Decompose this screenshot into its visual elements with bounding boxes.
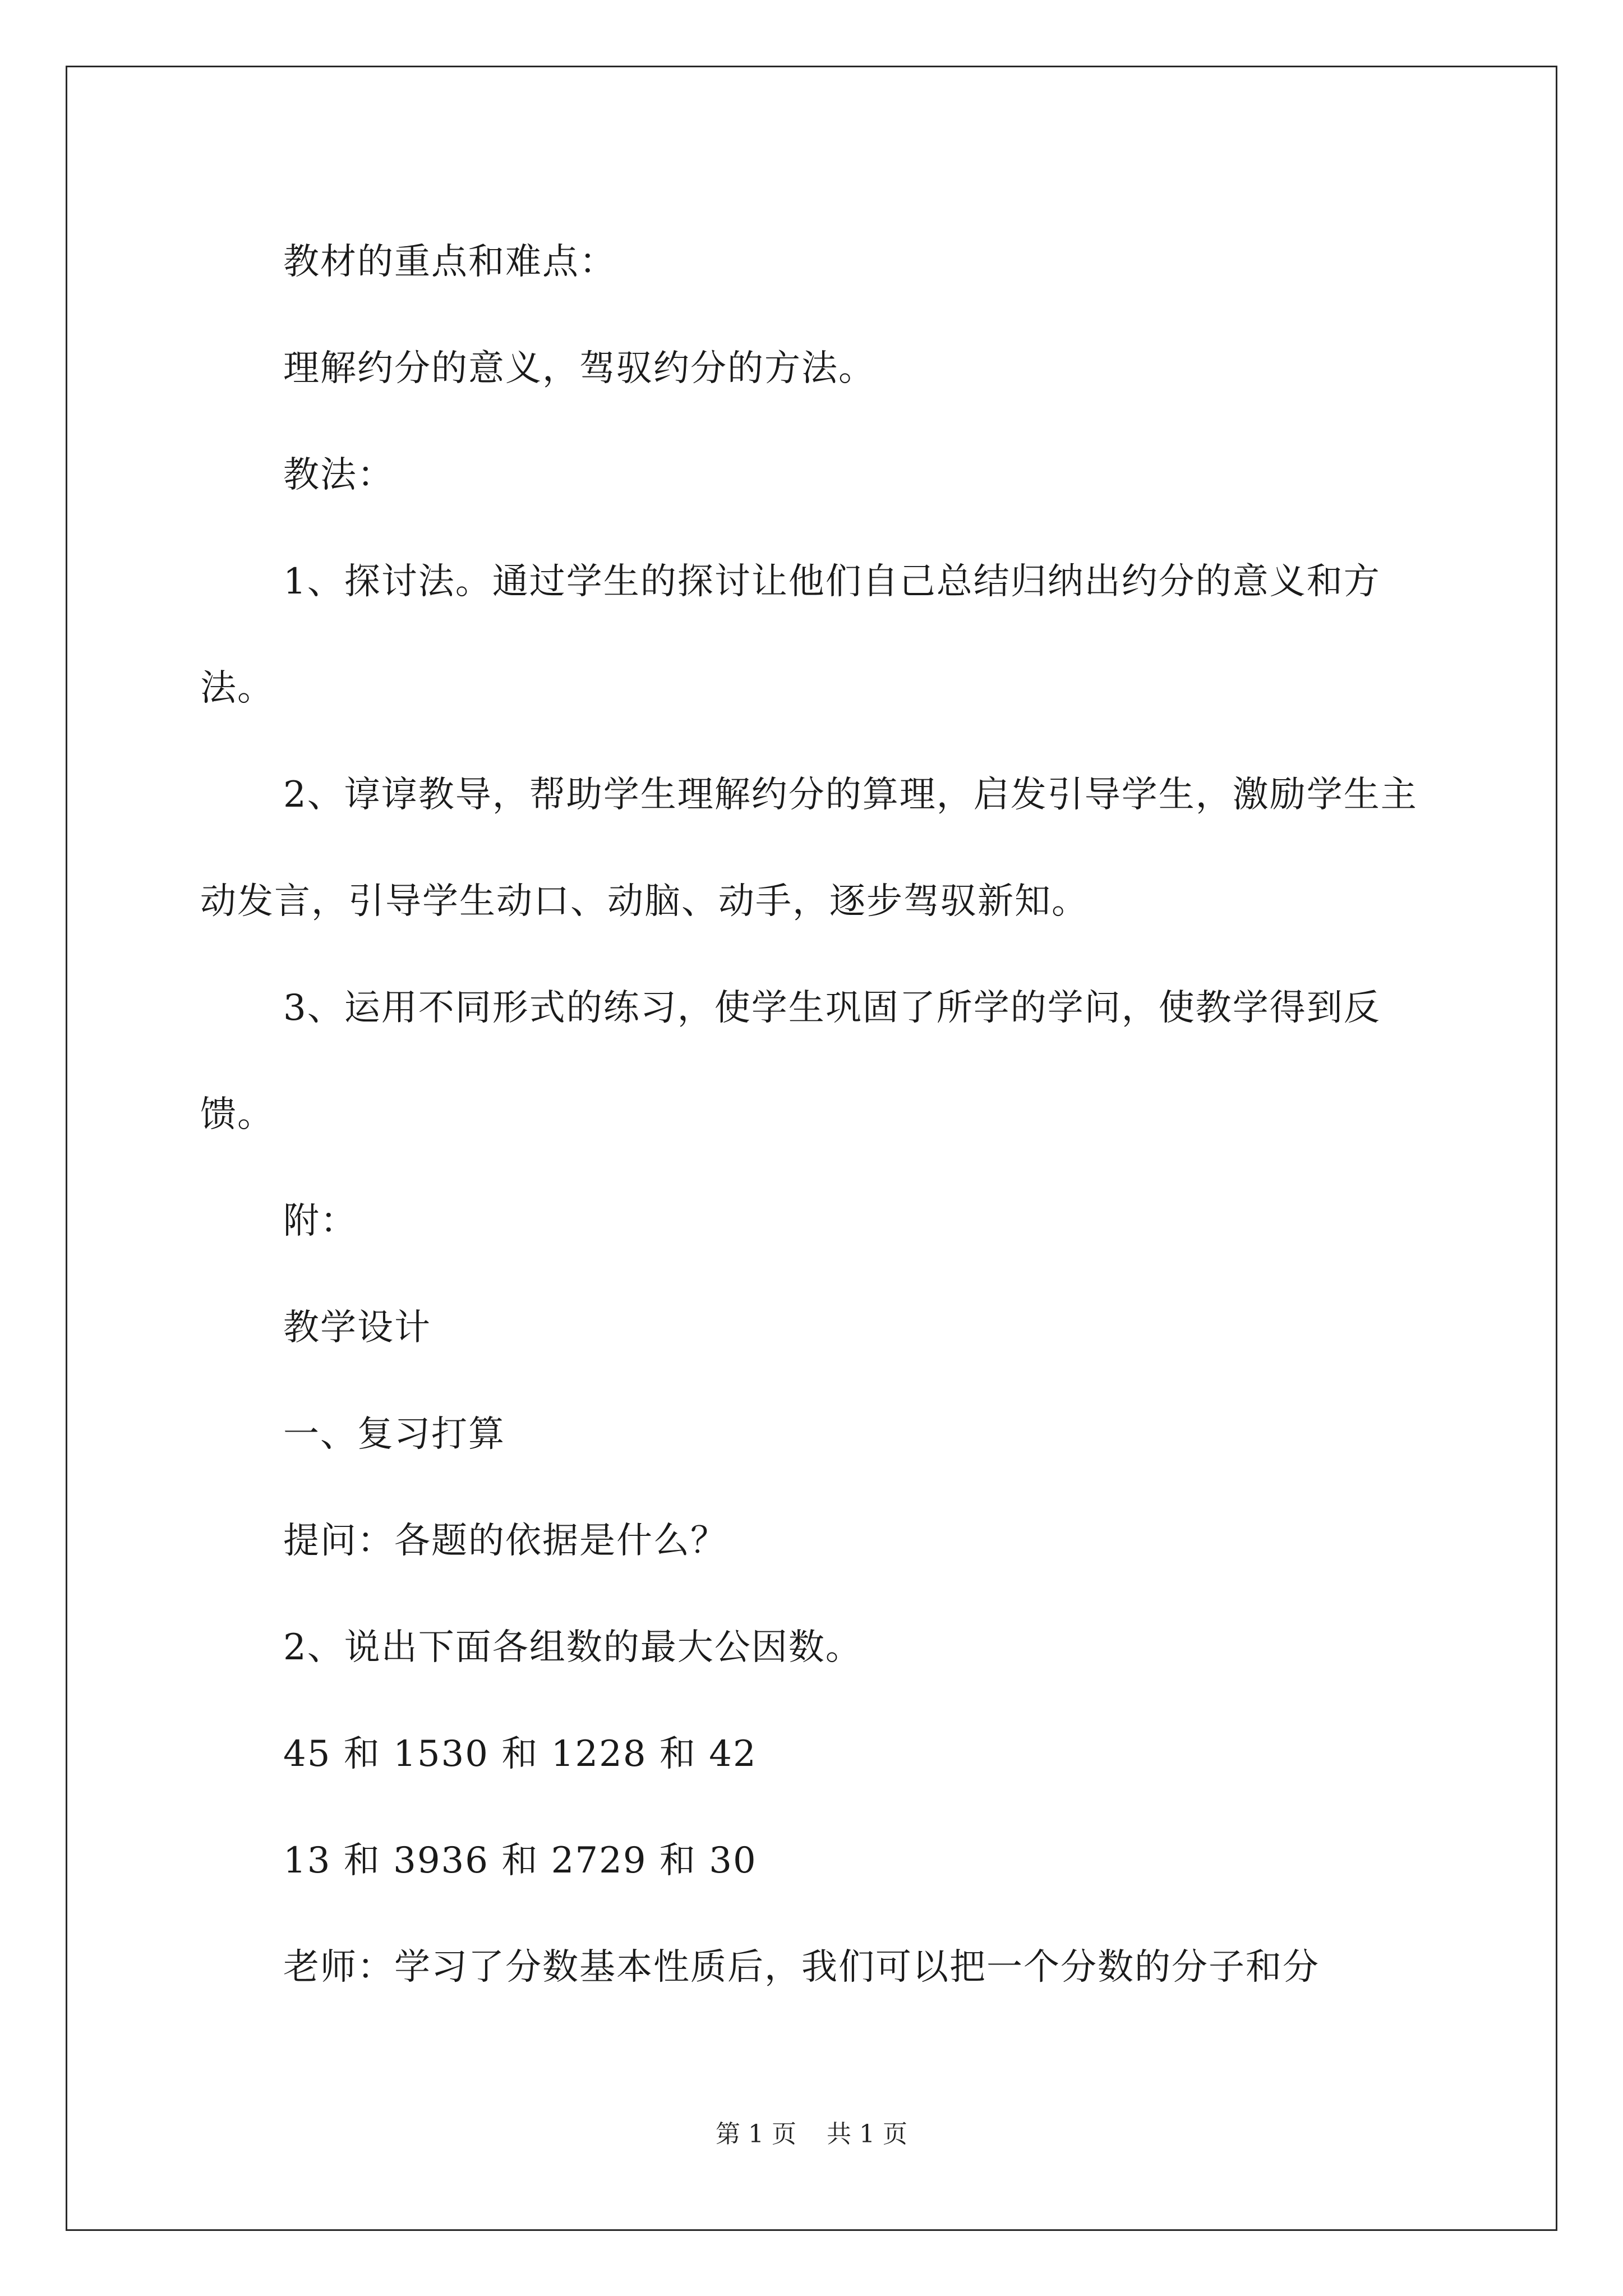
paragraph: 13 和 3936 和 2729 和 30 xyxy=(283,1840,757,1881)
paragraph: 理解约分的意义，驾驭约分的方法。 xyxy=(283,348,875,389)
paragraph: 教材的重点和难点： xyxy=(283,241,616,283)
paragraph: 一、复习打算 xyxy=(283,1414,505,1455)
paragraph: 教法： xyxy=(283,454,394,496)
page-number-current: 第 1 页 xyxy=(716,2120,796,2148)
paragraph: 45 和 1530 和 1228 和 42 xyxy=(283,1733,757,1775)
paragraph: 提问：各题的依据是什么？ xyxy=(283,1520,727,1562)
paragraph: 2、谆谆教导，帮助学生理解约分的算理，启发引导学生，激励学生主动发言，引导学生动口、动脑、动手，逐步驾驭新知。 xyxy=(200,774,1418,922)
paragraph: 3、运用不同形式的练习，使学生巩固了所学的学问，使教学得到反馈。 xyxy=(200,987,1381,1135)
page-footer xyxy=(0,2118,1623,2151)
page-number-total: 共 1 页 xyxy=(827,2120,907,2148)
paragraph: 附： xyxy=(283,1200,357,1242)
document-body xyxy=(200,209,1431,2021)
paragraph: 2、说出下面各组数的最大公因数。 xyxy=(283,1627,863,1668)
paragraph: 1、探讨法。通过学生的探讨让他们自己总结归纳出约分的意义和方法。 xyxy=(200,561,1381,709)
paragraph: 教学设计 xyxy=(283,1307,431,1349)
paragraph: 老师：学习了分数基本性质后，我们可以把一个分数的分子和分 xyxy=(283,1947,1320,1988)
